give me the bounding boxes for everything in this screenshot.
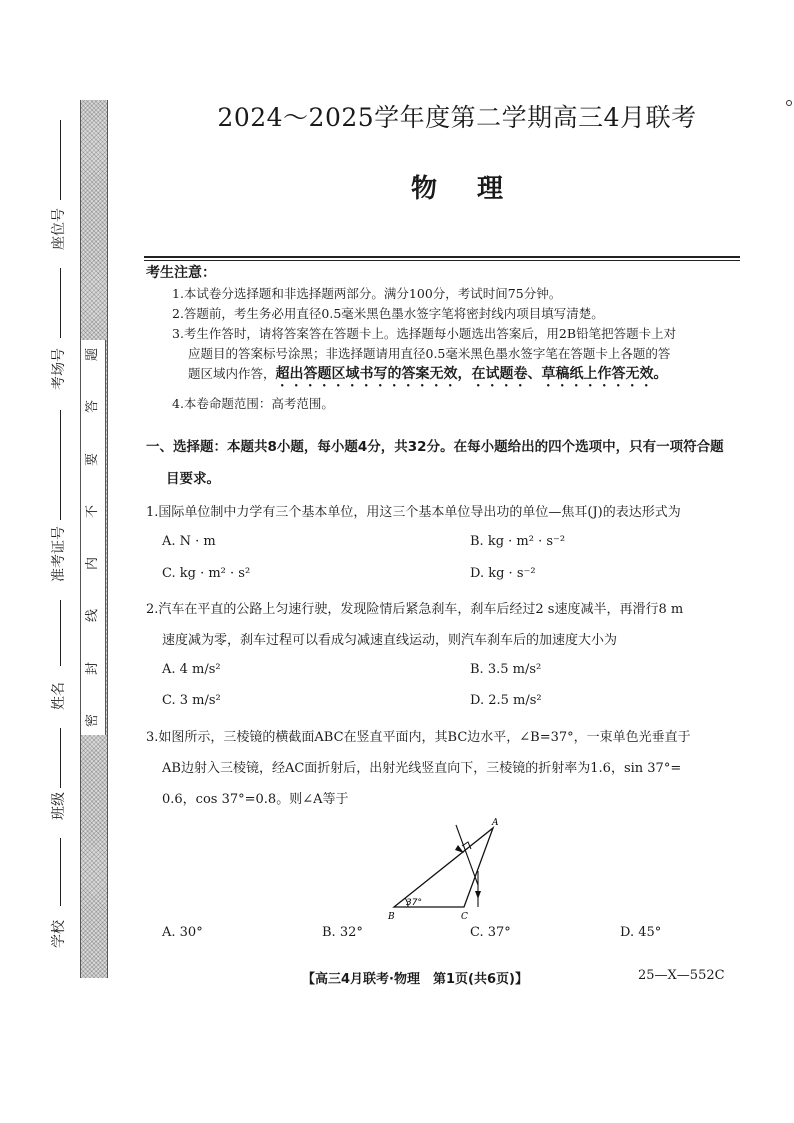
notice-item: 3.考生作答时，请将答案答在答题卡上。选择题每小题选出答案后，用2B铅笔把答题卡上对: [172, 326, 677, 341]
ticket-number-line[interactable]: [60, 410, 61, 520]
notice-item-text: 题区域内作答，: [188, 366, 276, 381]
seal-char: 不: [85, 504, 101, 518]
seat-number-label: 座位号: [51, 208, 67, 250]
vertex-a-label: A: [492, 818, 499, 828]
seal-char: 封: [85, 661, 101, 675]
exam-room-line[interactable]: [60, 268, 61, 338]
paper-code: 25—X—552C: [638, 968, 725, 983]
question-3-stem-cont2: 0.6，cos 37°=0.8。则∠A等于: [162, 792, 349, 807]
question-2-stem-cont: 速度减为零，刹车过程可以看成匀减速直线运动，则汽车刹车后的加速度大小为: [162, 633, 618, 648]
right-angle-mark: [462, 842, 471, 849]
notice-item: 2.答题前，考生务必用直径0.5毫米黑色墨水签字笔将密封线内项目填写清楚。: [172, 306, 604, 321]
question-1-option-a: A. N · m: [162, 534, 216, 549]
class-line[interactable]: [60, 728, 61, 788]
section-heading: 一、选择题：本题共8小题，每小题4分，共32分。在每小题给出的四个选项中，只有一项符合题: [146, 439, 724, 455]
school-label: 学校: [51, 920, 67, 948]
vertex-c-label: C: [461, 912, 468, 922]
seal-char: 内: [85, 557, 101, 571]
incident-ray-arrow: [455, 845, 464, 853]
angle-label: 37°: [406, 898, 422, 908]
seal-char: 线: [85, 609, 101, 623]
seal-char: 题: [85, 347, 101, 362]
question-3-stem-cont: AB边射入三棱镜，经AC面折射后，出射光线竖直向下，三棱镜的折射率为1.6，sin 37°=: [162, 761, 682, 776]
question-1-option-b: B. kg · m² · s⁻²: [470, 534, 566, 549]
vertex-b-label: B: [388, 912, 395, 922]
header-rule-thin: [144, 260, 740, 261]
question-3-option-c: C. 37°: [470, 925, 511, 940]
subject-title: 物理: [410, 174, 543, 204]
exam-title: 2024～2025学年度第二学期高三4月联考: [217, 103, 697, 132]
question-2-option-a: A. 4 m/s²: [162, 662, 221, 677]
question-3-option-a: A. 30°: [162, 925, 203, 940]
question-1-option-c: C. kg · m² · s²: [162, 566, 251, 581]
question-1-stem: 1.国际单位制中力学有三个基本单位，用这三个基本单位导出功的单位—焦耳(J)的表达形式为: [146, 505, 681, 520]
question-3-stem: 3.如图所示，三棱镜的横截面ABC在竖直平面内，其BC边水平，∠B=37°，一束单色光垂直于: [146, 730, 691, 745]
header-rule: [144, 256, 740, 258]
page-footer: 【高三4月联考·物理 第1页(共6页)】: [302, 972, 528, 987]
exit-ray-arrow: [475, 891, 481, 899]
notice-item: 4.本卷命题范围：高考范围。: [172, 396, 334, 411]
question-2-stem: 2.汽车在平直的公路上匀速行驶，发现险情后紧急刹车，刹车后经过2 s速度减半，再滑行8 m: [146, 602, 684, 617]
notice-heading: 考生注意：: [146, 265, 216, 281]
name-line[interactable]: [60, 600, 61, 666]
question-3-option-b: B. 32°: [322, 925, 363, 940]
ticket-number-label: 准考证号: [51, 526, 67, 582]
school-line[interactable]: [60, 838, 61, 906]
question-3-option-d: D. 45°: [620, 925, 662, 940]
prism-figure: [380, 815, 510, 925]
class-label: 班级: [51, 792, 67, 820]
exam-room-label: 考场号: [51, 348, 67, 390]
notice-item-with-emphasis: [188, 364, 748, 390]
notice-item: 1.本试卷分选择题和非选择题两部分。满分100分，考试时间75分钟。: [172, 286, 562, 301]
notice-emphasis: 超出答题区域书写的答案无效，在试题卷、草稿纸上作答无效。: [275, 366, 668, 382]
seat-number-line[interactable]: [60, 120, 61, 200]
seal-char: 密: [85, 713, 101, 727]
question-2-option-d: D. 2.5 m/s²: [470, 693, 542, 708]
question-2-option-b: B. 3.5 m/s²: [470, 662, 542, 677]
question-1-option-d: D. kg · s⁻²: [470, 566, 536, 581]
question-2-option-c: C. 3 m/s²: [162, 693, 221, 708]
seal-char: 答: [85, 400, 101, 414]
name-label: 姓名: [51, 682, 67, 710]
notice-item: 应题目的答案标号涂黑；非选择题请用直径0.5毫米黑色墨水签字笔在答题卡上各题的答: [188, 346, 671, 361]
seal-line-text: [80, 340, 106, 735]
seal-char: 要: [85, 452, 101, 466]
section-heading-cont: 目要求。: [166, 471, 220, 487]
